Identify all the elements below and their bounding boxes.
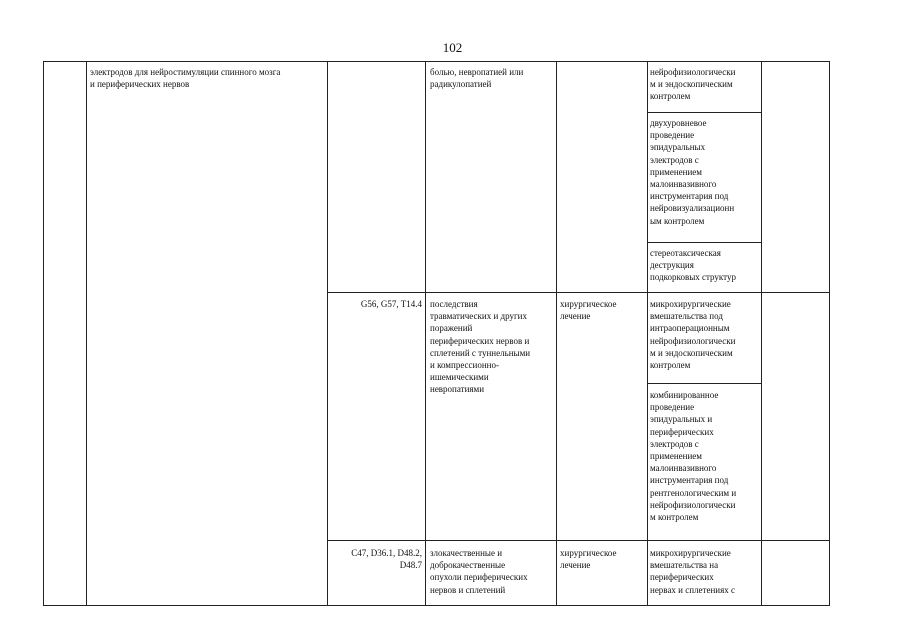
cell-row2-col4: последствия травматических и других поражений периферических нервов и сплетений с туннельными и компрессионно- ишемическими невропатиями bbox=[430, 299, 531, 395]
row-separator bbox=[327, 292, 830, 293]
column-border bbox=[425, 61, 426, 606]
cell-row3-col3: C47, D36.1, D48.2, D48.7 bbox=[351, 548, 422, 571]
cell-row1-col6-c: стереотаксическая деструкция подкорковых структур bbox=[650, 248, 737, 283]
column-border bbox=[761, 61, 762, 606]
row-separator bbox=[327, 540, 830, 541]
table-top-border bbox=[43, 61, 830, 62]
column-border bbox=[43, 61, 44, 606]
subrow-separator bbox=[647, 242, 762, 243]
cell-row1-col6-b: двухуровневое проведение эпидуральных электродов с применением малоинвазивного инструментария под нейровизуализационн ым контролем bbox=[650, 118, 735, 226]
cell-row1-col4: болью, невропатией или радикулопатией bbox=[430, 67, 524, 90]
column-border bbox=[647, 61, 648, 606]
subrow-separator bbox=[647, 112, 762, 113]
cell-row3-col5: хирургическое лечение bbox=[560, 548, 617, 571]
cell-row2-col3: G56, G57, T14.4 bbox=[360, 299, 422, 309]
cell-row2-col6-a: микрохирургические вмешательства под интраоперационным нейрофизиологически м и эндоскопическим контролем bbox=[650, 299, 736, 371]
table-bottom-border bbox=[43, 605, 830, 606]
column-border bbox=[86, 61, 87, 606]
cell-row3-col6-a: микрохирургические вмешательства на периферических нервах и сплетениях с bbox=[650, 548, 735, 595]
cell-row1-col6-a: нейрофизиологически м и эндоскопическим контролем bbox=[650, 67, 736, 102]
column-border bbox=[327, 61, 328, 606]
cell-row1-col2: электродов для нейростимуляции спинного мозга и периферических нервов bbox=[90, 67, 281, 90]
cell-row2-col6-b: комбинированное проведение эпидуральных и периферических электродов с применением малоинвазивного инструментария под рентгенологическим и нейрофизиологически м контролем bbox=[650, 390, 737, 523]
subrow-separator bbox=[647, 383, 762, 384]
cell-row2-col5: хирургическое лечение bbox=[560, 299, 617, 322]
page-number: 102 bbox=[442, 40, 463, 55]
column-border bbox=[829, 61, 830, 606]
cell-row3-col4: злокачественные и доброкачественные опухоли периферических нервов и сплетений bbox=[430, 548, 528, 595]
column-border bbox=[556, 61, 557, 606]
